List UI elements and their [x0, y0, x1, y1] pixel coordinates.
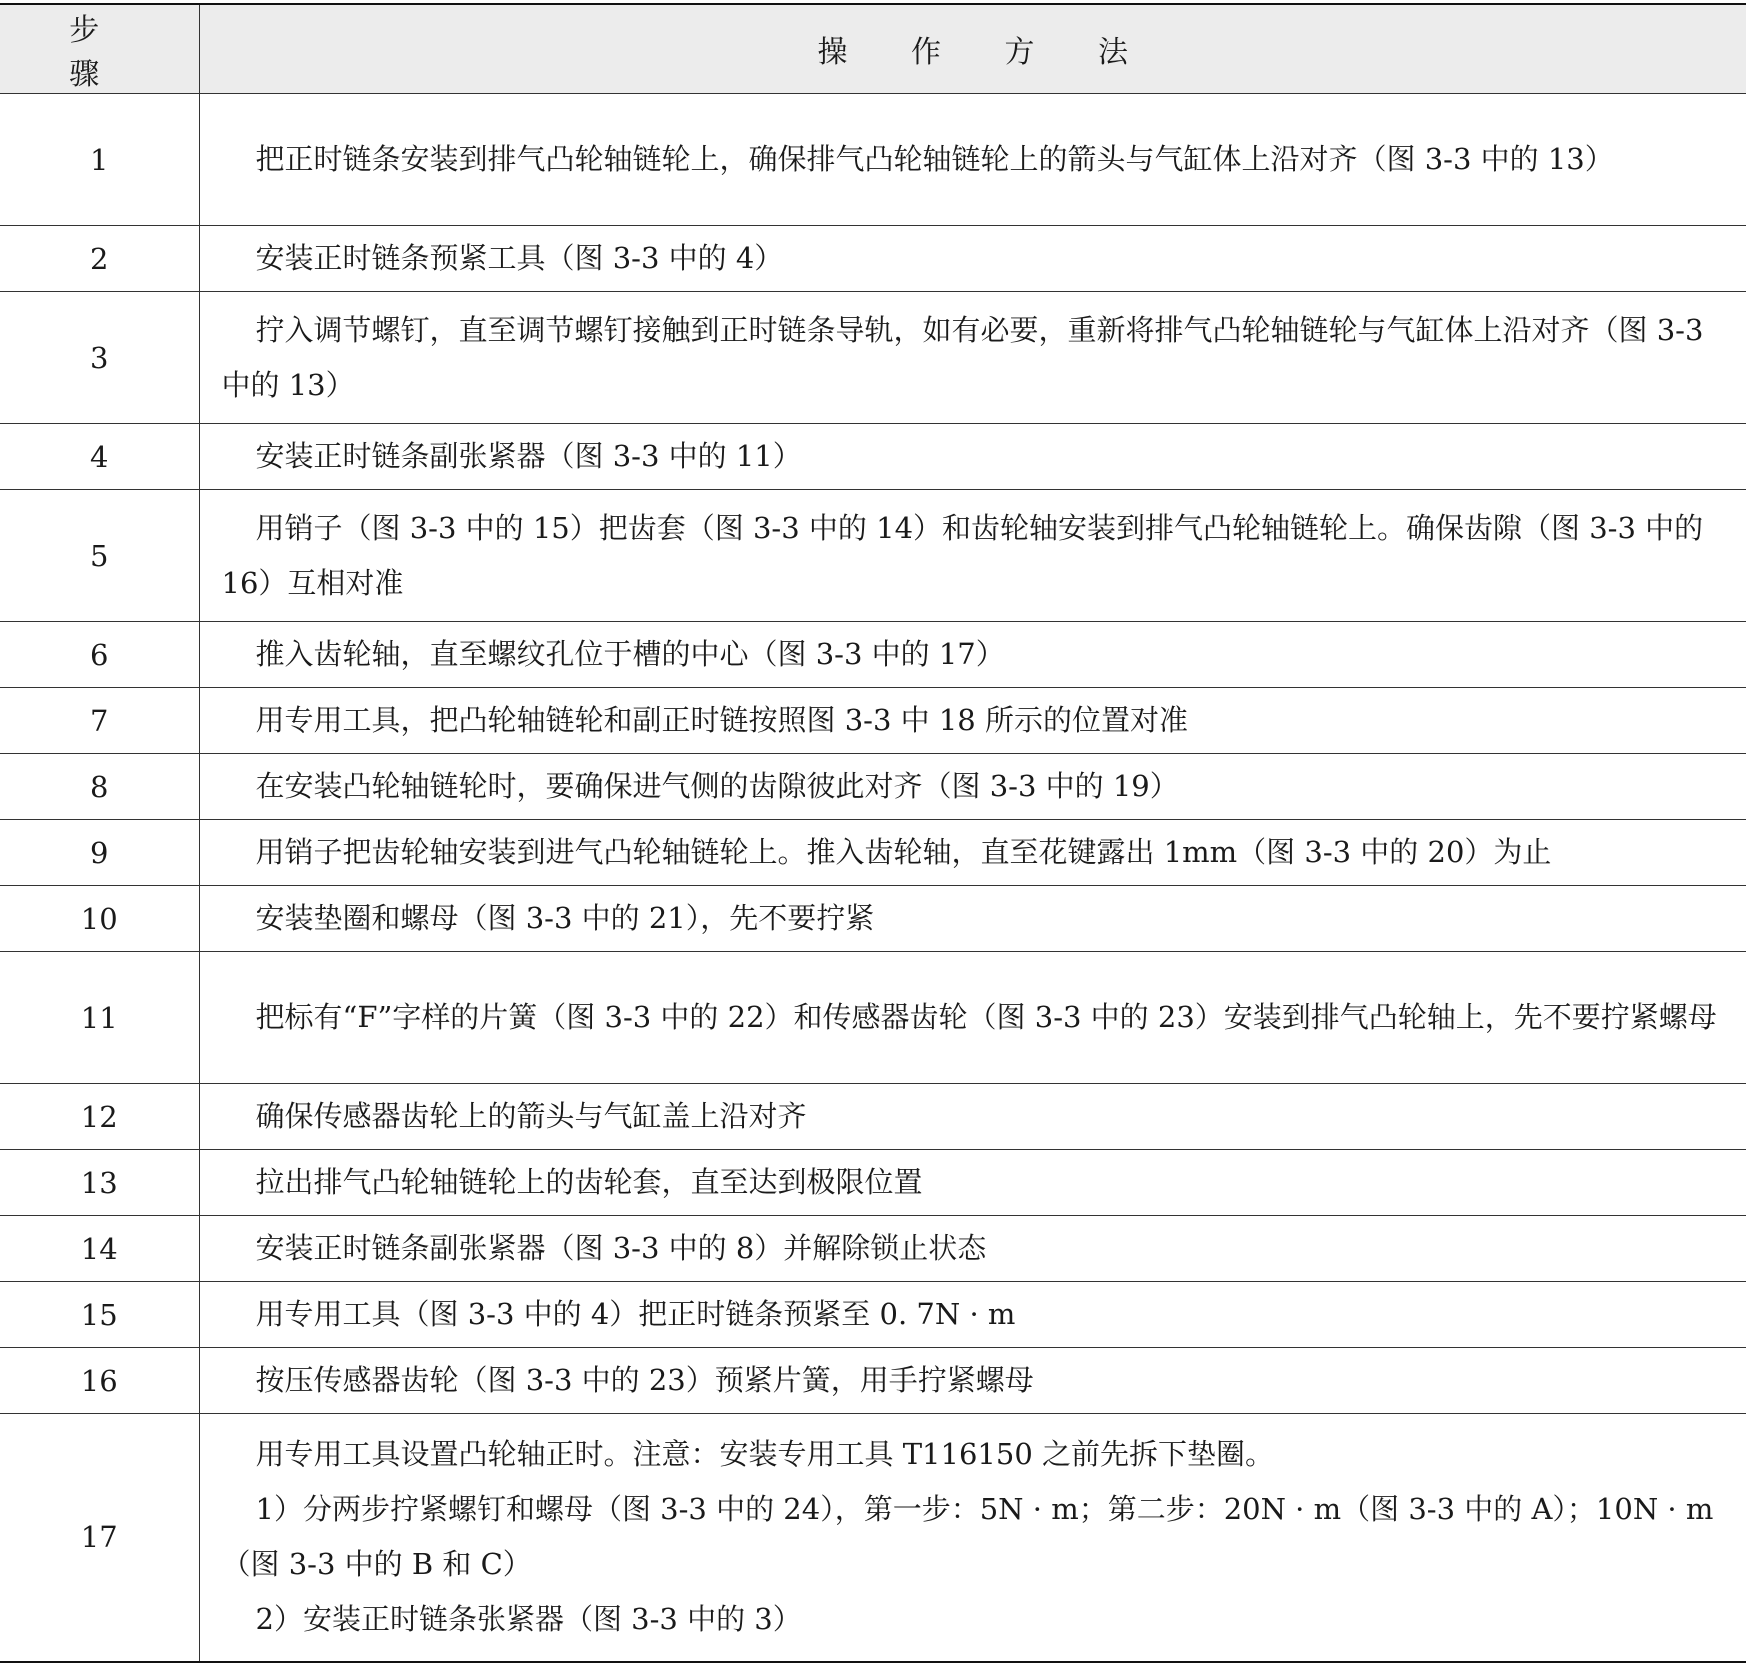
- step-description: 安装正时链条预紧工具（图 3-3 中的 4）: [199, 226, 1746, 292]
- step-description: 用专用工具，把凸轮轴链轮和副正时链按照图 3-3 中 18 所示的位置对准: [199, 688, 1746, 754]
- table-row: [0, 952, 1746, 1084]
- step-number: 16: [0, 1348, 199, 1414]
- step-number: 14: [0, 1216, 199, 1282]
- step-description: 推入齿轮轴，直至螺纹孔位于槽的中心（图 3-3 中的 17）: [199, 622, 1746, 688]
- step-number: 15: [0, 1282, 199, 1348]
- table-header-row: [0, 4, 1746, 94]
- step-description: 按压传感器齿轮（图 3-3 中的 23）预紧片簧，用手拧紧螺母: [199, 1348, 1746, 1414]
- step-description: 用销子把齿轮轴安装到进气凸轮轴链轮上。推入齿轮轴，直至花键露出 1mm（图 3-3 中的 20）为止: [199, 820, 1746, 886]
- step-number: 4: [0, 424, 199, 490]
- table-row: [0, 1084, 1746, 1150]
- step-description: 确保传感器齿轮上的箭头与气缸盖上沿对齐: [199, 1084, 1746, 1150]
- table-row: [0, 622, 1746, 688]
- step-number: 3: [0, 292, 199, 424]
- step-description: 安装正时链条副张紧器（图 3-3 中的 11）: [199, 424, 1746, 490]
- step-number: 12: [0, 1084, 199, 1150]
- table-row: [0, 226, 1746, 292]
- step-description: 拧入调节螺钉，直至调节螺钉接触到正时链条导轨，如有必要，重新将排气凸轮轴链轮与气缸体上沿对齐（图 3-3 中的 13）: [199, 292, 1746, 424]
- table-row: [0, 1282, 1746, 1348]
- step-description: 在安装凸轮轴链轮时，要确保进气侧的齿隙彼此对齐（图 3-3 中的 19）: [199, 754, 1746, 820]
- step-number: 8: [0, 754, 199, 820]
- step-number: 10: [0, 886, 199, 952]
- table-row: [0, 424, 1746, 490]
- step-description: 用专用工具（图 3-3 中的 4）把正时链条预紧至 0. 7N · m: [199, 1282, 1746, 1348]
- table-row: [0, 754, 1746, 820]
- table-row: [0, 490, 1746, 622]
- step-description: 安装垫圈和螺母（图 3-3 中的 21），先不要拧紧: [199, 886, 1746, 952]
- table-row: [0, 886, 1746, 952]
- step-description: 把正时链条安装到排气凸轮轴链轮上，确保排气凸轮轴链轮上的箭头与气缸体上沿对齐（图 3-3 中的 13）: [199, 94, 1746, 226]
- step-description: 安装正时链条副张紧器（图 3-3 中的 8）并解除锁止状态: [199, 1216, 1746, 1282]
- table-row: [0, 292, 1746, 424]
- step-number: 1: [0, 94, 199, 226]
- header-step: 步 骤: [0, 4, 199, 94]
- step-description: [199, 1414, 1746, 1662]
- step-number: 9: [0, 820, 199, 886]
- step-number: 17: [0, 1414, 199, 1662]
- step-substep-2: 2）安装正时链条张紧器（图 3-3 中的 3）: [255, 1602, 802, 1637]
- step-number: 13: [0, 1150, 199, 1216]
- step-number: 7: [0, 688, 199, 754]
- step-number: 2: [0, 226, 199, 292]
- step-substep-1: 1）分两步拧紧螺钉和螺母（图 3-3 中的 24），第一步：5N · m；第二步：20N · m（图 3-3 中的 A）；10N · m（图 3-3 中的 B 和 C）: [221, 1492, 1714, 1582]
- procedure-table: [0, 3, 1746, 1663]
- table-row: [0, 1414, 1746, 1662]
- step-description: 用销子（图 3-3 中的 15）把齿套（图 3-3 中的 14）和齿轮轴安装到排气凸轮轴链轮上。确保齿隙（图 3-3 中的 16）互相对准: [199, 490, 1746, 622]
- table-row: [0, 1216, 1746, 1282]
- step-description: 把标有“F”字样的片簧（图 3-3 中的 22）和传感器齿轮（图 3-3 中的 23）安装到排气凸轮轴上，先不要拧紧螺母: [199, 952, 1746, 1084]
- step-number: 5: [0, 490, 199, 622]
- step-number: 11: [0, 952, 199, 1084]
- table-row: [0, 1348, 1746, 1414]
- table-row: [0, 94, 1746, 226]
- table-row: [0, 1150, 1746, 1216]
- step-note-line: 用专用工具设置凸轮轴正时。注意：安装专用工具 T116150 之前先拆下垫圈。: [255, 1437, 1274, 1472]
- table-row: [0, 820, 1746, 886]
- step-description: 拉出排气凸轮轴链轮上的齿轮套，直至达到极限位置: [199, 1150, 1746, 1216]
- header-method: 操 作 方 法: [199, 4, 1746, 94]
- step-number: 6: [0, 622, 199, 688]
- table-row: [0, 688, 1746, 754]
